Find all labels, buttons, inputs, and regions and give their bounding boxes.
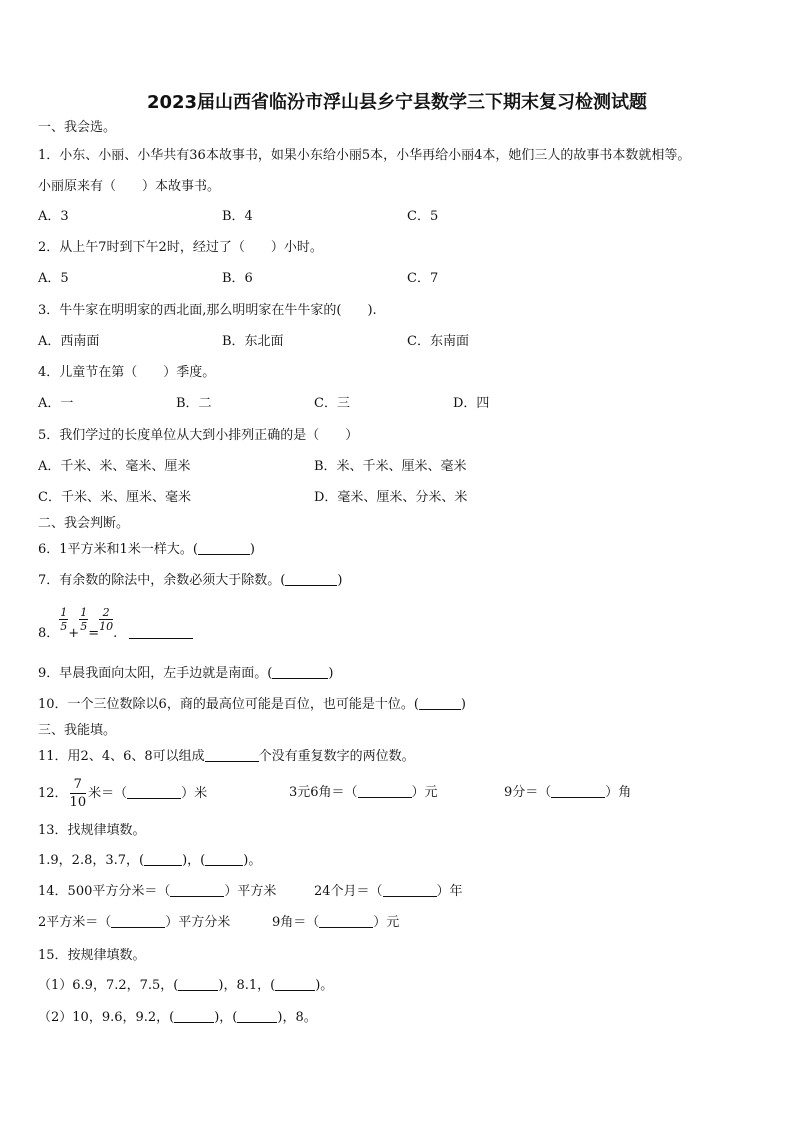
q11-answer-blank[interactable] <box>205 749 259 762</box>
q12-part3-pre: 9分＝（ <box>504 785 552 800</box>
question-13-text: 13．找规律填数。 <box>38 823 146 838</box>
q8-plus: + <box>68 626 80 641</box>
q8-answer-blank[interactable] <box>129 626 193 639</box>
question-12 <box>38 776 207 811</box>
q8-f3-denominator: 10 <box>99 620 114 633</box>
q15-s2-blank-1[interactable] <box>174 1010 214 1023</box>
q12-numerator: 7 <box>70 776 87 794</box>
q14-part1-post: ）平方米 <box>224 884 277 899</box>
q4-option-c[interactable]: C．三 <box>314 396 350 411</box>
q6-close: ) <box>249 542 255 557</box>
q8-fraction-2 <box>79 606 88 633</box>
q9-answer-blank[interactable] <box>272 666 328 679</box>
question-4-text: 4．儿童节在第（ ）季度。 <box>38 365 216 380</box>
q8-f1-denominator: 5 <box>60 620 68 633</box>
question-6 <box>38 542 255 558</box>
q5-option-d[interactable]: D．毫米、厘米、分米、米 <box>314 490 468 505</box>
q15-s2-end: )，8。 <box>277 1010 317 1025</box>
q6-answer-blank[interactable] <box>198 542 250 555</box>
q4-option-a[interactable]: A．一 <box>38 396 74 411</box>
q15-s1-mid: )，8.1，( <box>218 978 276 993</box>
q5-option-c[interactable]: C．千米、米、厘米、毫米 <box>38 490 191 505</box>
q15-s1-blank-1[interactable] <box>178 978 218 991</box>
question-1-text: 1．小东、小丽、小华共有36本故事书，如果小东给小丽5本，小华再给小丽4本，她们三人的故事书本数就相等。 <box>38 148 691 163</box>
q3-option-a[interactable]: A．西南面 <box>38 334 100 349</box>
q14-part3-pre: 2平方米＝（ <box>38 915 112 930</box>
q12-part2-post: ）元 <box>411 785 438 800</box>
q8-fraction-1 <box>59 606 68 633</box>
q10-text: 10．一个三位数除以6，商的最高位可能是百位，也可能是十位。( <box>38 697 419 712</box>
q5-option-b[interactable]: B．米、千米、厘米、毫米 <box>314 459 467 474</box>
q8-dot: . <box>113 626 118 641</box>
q7-close: ) <box>337 573 343 588</box>
q14-blank-2[interactable] <box>383 884 437 897</box>
question-11 <box>38 749 415 765</box>
question-3-text: 3．牛牛家在明明家的西北面,那么明明家在牛牛家的( ). <box>38 303 377 318</box>
question-15-sequence-1 <box>38 978 333 994</box>
q10-close: ) <box>460 697 466 712</box>
q15-s1-pre: （1）6.9，7.2，7.5，( <box>38 978 179 993</box>
question-15-sequence-2 <box>38 1010 317 1026</box>
question-15-text: 15．按规律填数。 <box>38 948 146 963</box>
q8-fraction-3 <box>99 606 113 633</box>
q2-option-c[interactable]: C．7 <box>407 271 439 286</box>
q12-part1-post: ）米 <box>181 786 208 801</box>
question-7 <box>38 573 342 589</box>
q14-blank-3[interactable] <box>111 915 165 928</box>
q14-part2-pre: 24个月＝（ <box>314 884 383 899</box>
q9-close: ) <box>328 666 334 681</box>
q8-f2-denominator: 5 <box>80 620 88 633</box>
q12-fraction <box>70 776 87 811</box>
q8-f2-numerator: 1 <box>80 606 88 619</box>
q10-answer-blank[interactable] <box>419 697 461 710</box>
q5-option-a[interactable]: A．千米、米、毫米、厘米 <box>38 459 191 474</box>
q12-part2 <box>289 785 438 801</box>
question-8 <box>38 606 193 642</box>
section-heading-fill: 三、我能填。 <box>38 723 117 738</box>
q14-part1-pre: 14．500平方分米＝（ <box>38 884 171 899</box>
question-14-row-2 <box>38 915 230 931</box>
q12-part3-post: ）角 <box>605 785 632 800</box>
q12-blank-1[interactable] <box>127 786 181 799</box>
q2-option-a[interactable]: A．5 <box>38 271 69 286</box>
q8-f3-numerator: 2 <box>99 606 113 620</box>
q12-part3 <box>504 785 631 801</box>
q7-text: 7．有余数的除法中，余数必须大于除数。( <box>38 573 286 588</box>
q15-s1-end: )。 <box>315 978 334 993</box>
q7-answer-blank[interactable] <box>285 573 337 586</box>
q12-denominator: 10 <box>69 795 87 810</box>
question-14-row-1 <box>38 884 276 900</box>
q8-equals: = <box>88 626 100 641</box>
q8-number: 8． <box>38 626 60 641</box>
q14-part4-pre: 9角＝（ <box>272 915 320 930</box>
q13-seq-mid: )，( <box>182 853 206 868</box>
q13-blank-1[interactable] <box>144 853 182 866</box>
q2-option-b[interactable]: B．6 <box>222 271 253 286</box>
question-14-part-2 <box>314 884 463 900</box>
q11-text-pre: 11．用2、4、6、8可以组成 <box>38 749 205 764</box>
question-9 <box>38 666 333 682</box>
section-heading-choice: 一、我会选。 <box>38 120 117 135</box>
question-10 <box>38 697 466 713</box>
q4-option-d[interactable]: D．四 <box>453 396 490 411</box>
q1-option-a[interactable]: A．3 <box>38 209 69 224</box>
q13-seq-end: )。 <box>243 853 262 868</box>
q6-text: 6．1平方米和1米一样大。( <box>38 542 198 557</box>
question-5-text: 5．我们学过的长度单位从大到小排列正确的是（ ） <box>38 428 359 443</box>
page-title: 2023届山西省临汾市浮山县乡宁县数学三下期末复习检测试题 <box>146 92 648 113</box>
q14-part2-post: ）年 <box>436 884 463 899</box>
q15-s1-blank-2[interactable] <box>275 978 315 991</box>
q12-part1-pre: 米＝（ <box>88 786 128 801</box>
question-13-sequence <box>38 853 261 869</box>
q12-blank-2[interactable] <box>358 785 412 798</box>
q14-blank-4[interactable] <box>319 915 373 928</box>
q4-option-b[interactable]: B．二 <box>176 396 212 411</box>
q15-s2-mid: )，( <box>214 1010 238 1025</box>
q3-option-b[interactable]: B．东北面 <box>222 334 284 349</box>
q14-part3-post: ）平方分米 <box>165 915 231 930</box>
q9-text: 9．早晨我面向太阳，左手边就是南面。( <box>38 666 273 681</box>
q1-option-b[interactable]: B．4 <box>222 209 253 224</box>
q12-blank-3[interactable] <box>551 785 605 798</box>
q3-option-c[interactable]: C．东南面 <box>407 334 469 349</box>
q12-number: 12． <box>38 786 68 801</box>
q15-s2-pre: （2）10，9.6，9.2，( <box>38 1010 175 1025</box>
q13-blank-2[interactable] <box>205 853 243 866</box>
q13-seq-pre: 1.9，2.8，3.7，( <box>38 853 145 868</box>
section-heading-judge: 二、我会判断。 <box>38 516 130 531</box>
question-2-text: 2．从上午7时到下午2时，经过了（ ）小时。 <box>38 240 323 255</box>
q8-f1-numerator: 1 <box>60 606 68 619</box>
q14-part4-post: ）元 <box>373 915 400 930</box>
q15-s2-blank-2[interactable] <box>237 1010 277 1023</box>
question-1-text-cont: 小丽原来有（ ）本故事书。 <box>38 179 221 194</box>
q1-option-c[interactable]: C．5 <box>407 209 439 224</box>
q14-blank-1[interactable] <box>170 884 224 897</box>
q12-part2-pre: 3元6角＝（ <box>289 785 358 800</box>
q11-text-post: 个没有重复数字的两位数。 <box>258 749 415 764</box>
question-14-part-4 <box>272 915 399 931</box>
